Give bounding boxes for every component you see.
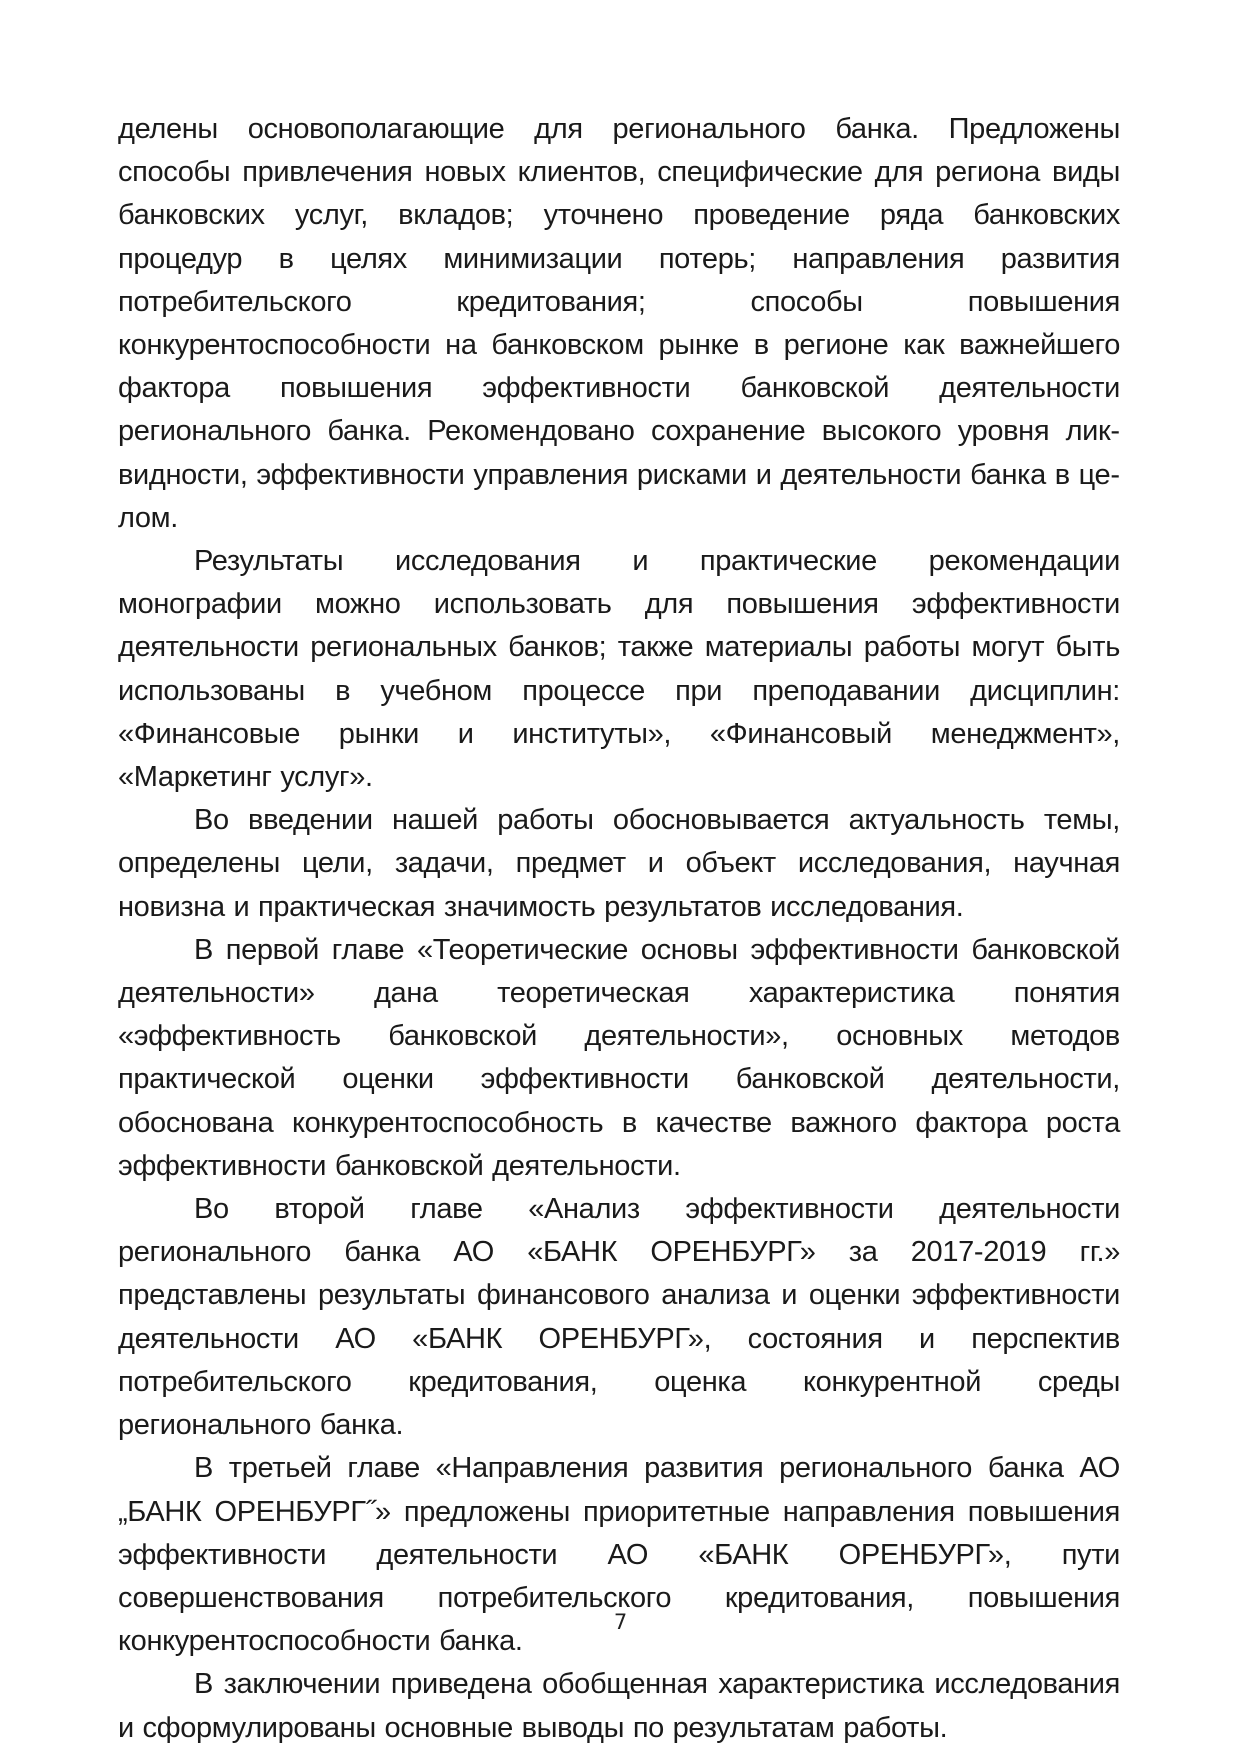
page-number: 7: [613, 1610, 628, 1634]
paragraph-introduction: Во введении нашей работы обосновывается актуальность темы, определены цели, задачи, предмет и объект исследования, научная новизна и практическая значимость результатов исследования.: [118, 804, 1120, 923]
paragraph-chapter-three: В третьей главе «Направления развития регионального банка АО „БАНК ОРЕНБУРГ˝» предложены приоритетные направления повышения эффективности деятельности АО «БАНК ОРЕНБУРГ», пути совершенствования потребительского кредитования, повышения конкурентоспособности банка.: [118, 1452, 1120, 1658]
paragraph-conclusion: В заключении приведена обобщенная характеристика исследования и сформулированы основные выводы по результатам работы.: [118, 1668, 1120, 1744]
paragraph-results: Результаты исследования и практические рекомендации монографии можно использовать для повышения эффективности деятельности региональных банков; также материалы работы могут быть использованы в учебном процессе при преподавании дисциплин: «Финансовые рынки и институты», «Финансовый менеджмент», «Маркетинг услуг».: [118, 545, 1120, 794]
paragraph-continuation: делены основополагающие для регионального банка. Предложены способы привлечения новых клиентов, специфические для региона виды банковских услуг, вкладов; уточнено проведение ряда банковских процедур в целях минимизации потерь; направления развития потребительского кредитования; способы повышения конкурентоспособности на банковском рынке в регионе как важнейшего фактора повышения эффективности банковской деятельности регионального банка. Рекомендовано сохранение высокого уровня ликвидности, эффективности управления рисками и деятельности банка в целом.: [118, 113, 1120, 534]
paragraph-chapter-two: Во второй главе «Анализ эффективности деятельности регионального банка АО «БАНК ОРЕНБУРГ» за 2017-2019 гг.» представлены результаты финансового анализа и оценки эффективности деятельности АО «БАНК ОРЕНБУРГ», состояния и перспектив потребительского кредитования, оценка конкурентной среды регионального банка.: [118, 1193, 1120, 1442]
paragraph-chapter-one: В первой главе «Теоретические основы эффективности банковской деятельности» дана теоретическая характеристика понятия «эффективность банковской деятельности», основных методов практической оценки эффективности банковской деятельности, обоснована конкурентоспособность в качестве важного фактора роста эффективности банковской деятельности.: [118, 933, 1120, 1182]
page-body: [118, 108, 1120, 1750]
